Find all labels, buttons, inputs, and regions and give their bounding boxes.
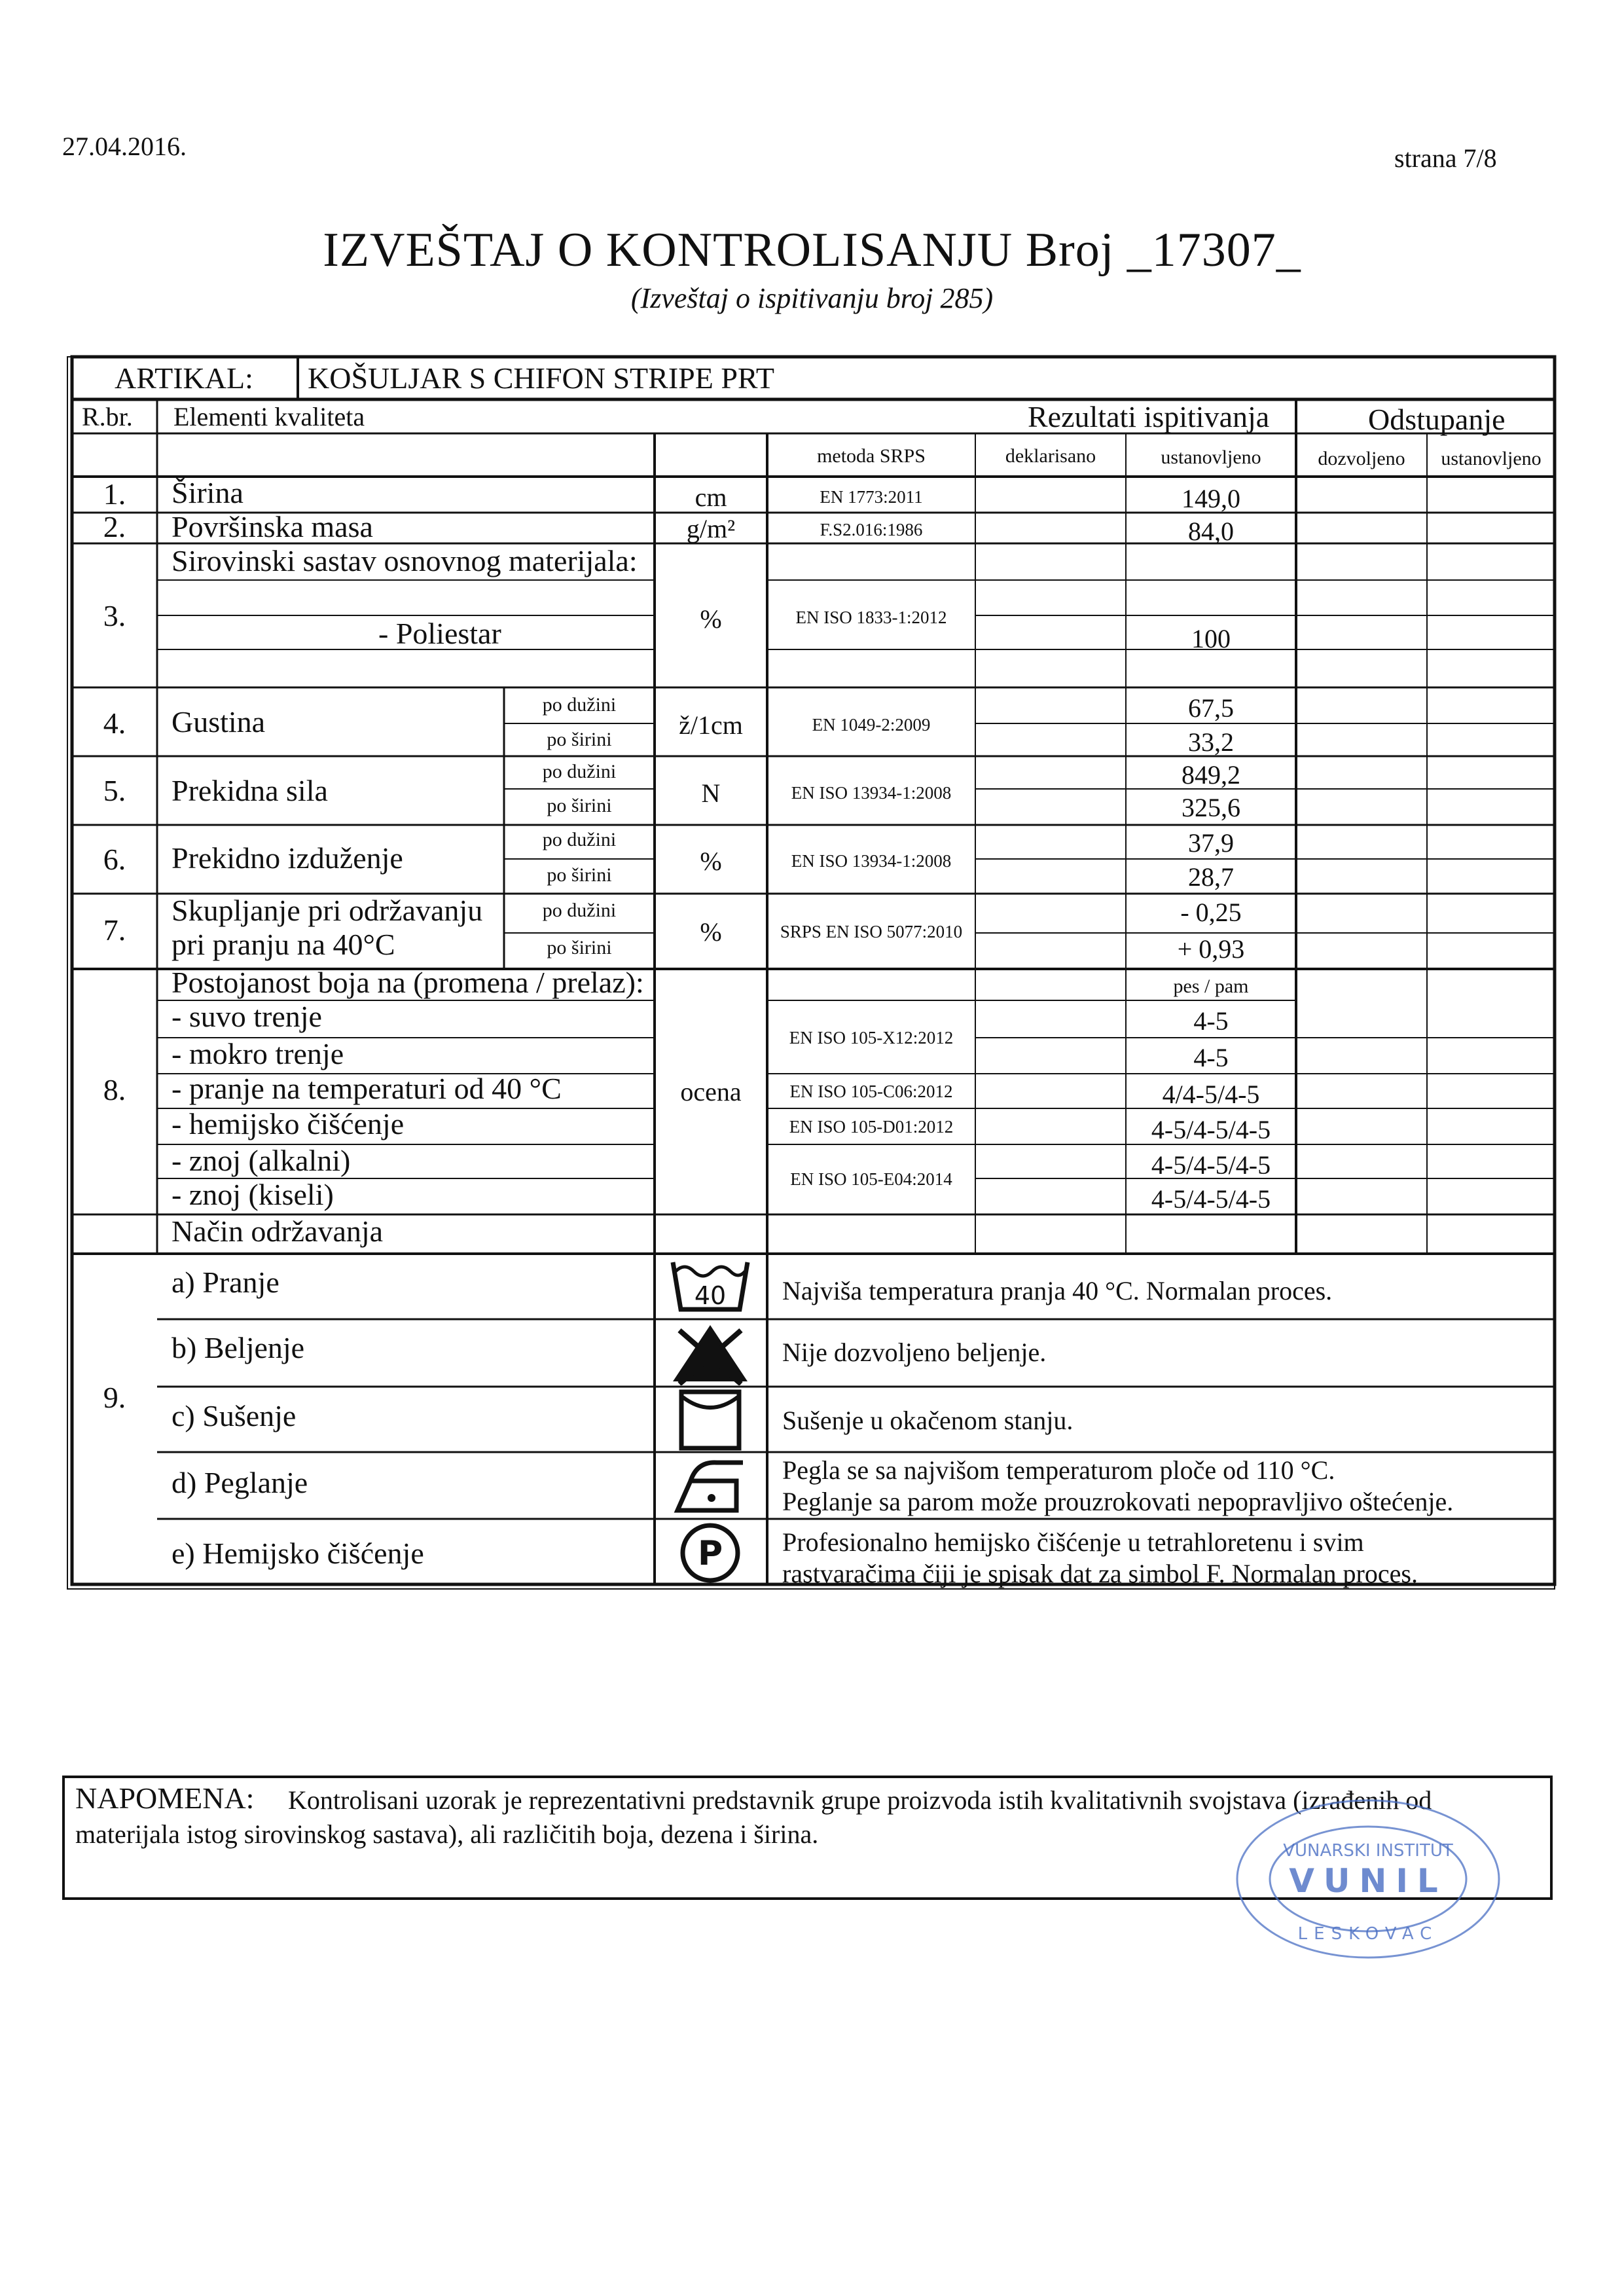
row8-item-name: - pranje na temperaturi od 40 °C — [171, 1072, 562, 1105]
col-rbr: R.br. — [82, 402, 133, 431]
row2-name: Površinska masa — [171, 510, 373, 543]
row8-item-value: 4-5 — [1193, 1043, 1229, 1072]
row8-item-name: - znoj (kiseli) — [171, 1178, 334, 1211]
row5-name: Prekidna sila — [171, 774, 328, 807]
row7-dir1: po dužini — [542, 900, 617, 921]
col-established-2: ustanovljeno — [1441, 448, 1542, 469]
col-deviation: Odstupanje — [1368, 403, 1506, 436]
row5-dir1: po dužini — [542, 761, 617, 782]
line-dry-icon — [677, 1388, 743, 1452]
row9-name: Način održavanja — [171, 1214, 384, 1248]
row4-value2: 33,2 — [1188, 727, 1234, 757]
row8-method-wash: EN ISO 105-C06:2012 — [789, 1082, 953, 1101]
care-item-name: b) Beljenje — [171, 1331, 305, 1364]
row2-no: 2. — [103, 510, 126, 543]
row5-value1: 849,2 — [1182, 760, 1240, 790]
row7-no: 7. — [103, 913, 126, 947]
row7-unit: % — [700, 917, 722, 947]
care-item-desc: Pegla se sa najvišom temperaturom ploče od 110 °C. — [782, 1455, 1335, 1485]
row1-no: 1. — [103, 477, 126, 511]
no-bleach-icon — [668, 1321, 753, 1385]
row8-item-name: - suvo trenje — [171, 1000, 322, 1033]
row5-dir2: po širini — [547, 795, 612, 816]
report-title: IZVEŠTAJ O KONTROLISANJU Broj _17307_ — [323, 223, 1301, 277]
care-item-desc: Sušenje u okačenom stanju. — [782, 1406, 1074, 1435]
row6-value1: 37,9 — [1188, 828, 1234, 858]
article-label: ARTIKAL: — [115, 361, 253, 395]
row3-method: EN ISO 1833-1:2012 — [795, 608, 947, 627]
row8-no: 8. — [103, 1073, 126, 1106]
row4-value1: 67,5 — [1188, 693, 1234, 723]
stamp-bottom-text: LESKOVAC — [1297, 1924, 1439, 1944]
wash-40-icon — [661, 1256, 759, 1318]
row4-no: 4. — [103, 706, 126, 740]
row6-method: EN ISO 13934-1:2008 — [791, 851, 952, 871]
dry-clean-letter: P — [697, 1534, 723, 1573]
row4-dir1: po dužini — [542, 694, 617, 716]
col-results: Rezultati ispitivanja — [1028, 400, 1270, 433]
row6-dir2: po širini — [547, 864, 612, 886]
institute-stamp — [1231, 1794, 1506, 1964]
row8-item-value: 4/4-5/4-5 — [1162, 1080, 1260, 1109]
row8-unit: ocena — [680, 1077, 742, 1106]
row6-name: Prekidno izduženje — [171, 841, 403, 875]
row8-name: Postojanost boja na (promena / prelaz): — [171, 966, 644, 999]
row7-name1: Skupljanje pri održavanju — [171, 894, 483, 927]
row8-method-dryclean: EN ISO 105-D01:2012 — [789, 1117, 954, 1137]
col-allowed: dozvoljeno — [1318, 448, 1405, 469]
wash-temp-text: 40 — [694, 1281, 727, 1310]
page-number: strana 7/8 — [1394, 143, 1497, 173]
row6-no: 6. — [103, 843, 126, 876]
row3-sub: - Poliestar — [378, 617, 501, 650]
row8-item-name: - znoj (alkalni) — [171, 1144, 351, 1177]
row1-value: 149,0 — [1182, 484, 1240, 513]
row8-header-value: pes / pam — [1173, 975, 1249, 997]
row4-dir2: po širini — [547, 729, 612, 750]
stamp-logo-text: VUNIL — [1289, 1862, 1447, 1900]
col-elements: Elementi kvaliteta — [173, 402, 365, 431]
note-line-1: Kontrolisani uzorak je reprezentativni predstavnik grupe proizvoda istih kvalitativnih svojstava (izrađenih od — [288, 1785, 1432, 1815]
report-date: 27.04.2016. — [62, 132, 187, 161]
care-item-desc: Profesionalno hemijsko čišćenje u tetrahloretenu i svim — [782, 1527, 1364, 1557]
report-subtitle: (Izveštaj o ispitivanju broj 285) — [630, 282, 994, 314]
care-item-name: a) Pranje — [171, 1266, 280, 1299]
col-method: metoda SRPS — [817, 445, 926, 467]
care-item-desc-2: rastvaračima čiji je spisak dat za simbol F. Normalan proces. — [782, 1559, 1418, 1588]
row8-item-value: 4-5/4-5/4-5 — [1151, 1184, 1271, 1214]
row2-value: 84,0 — [1188, 517, 1234, 546]
row7-value2: + 0,93 — [1177, 934, 1245, 964]
row4-unit: ž/1cm — [679, 710, 743, 740]
row3-name: Sirovinski sastav osnovnog materijala: — [171, 544, 638, 577]
row8-item-value: 4-5/4-5/4-5 — [1151, 1150, 1271, 1180]
row8-item-value: 4-5 — [1193, 1006, 1229, 1036]
care-item-name: e) Hemijsko čišćenje — [171, 1537, 424, 1570]
row1-name: Širina — [171, 476, 244, 509]
row1-unit: cm — [695, 483, 727, 512]
row3-no: 3. — [103, 599, 126, 632]
care-item-name: c) Sušenje — [171, 1399, 297, 1432]
row8-item-name: - mokro trenje — [171, 1037, 344, 1070]
row6-dir1: po dužini — [542, 829, 617, 850]
row8-item-value: 4-5/4-5/4-5 — [1151, 1115, 1271, 1144]
row8-method-sweat: EN ISO 105-E04:2014 — [790, 1169, 952, 1189]
col-established: ustanovljeno — [1161, 446, 1261, 468]
row2-method: F.S2.016:1986 — [820, 520, 923, 539]
row6-unit: % — [700, 847, 722, 876]
care-item-desc: Nije dozvoljeno beljenje. — [782, 1338, 1047, 1367]
care-item-name: d) Peglanje — [171, 1466, 308, 1499]
row7-name2: pri pranju na 40°C — [171, 928, 395, 961]
iron-one-dot-icon — [671, 1455, 749, 1517]
article-name: KOŠULJAR S CHIFON STRIPE PRT — [308, 361, 774, 395]
row5-unit: N — [701, 778, 721, 808]
row7-value1: - 0,25 — [1180, 898, 1242, 927]
row7-method: SRPS EN ISO 5077:2010 — [780, 922, 963, 941]
row8-method-rub: EN ISO 105-X12:2012 — [789, 1028, 954, 1048]
row6-value2: 28,7 — [1188, 862, 1234, 892]
row9-no: 9. — [103, 1381, 126, 1414]
dry-clean-p-icon — [674, 1522, 746, 1584]
row8-item-name: - hemijsko čišćenje — [171, 1107, 405, 1140]
row5-no: 5. — [103, 774, 126, 807]
row5-method: EN ISO 13934-1:2008 — [791, 783, 952, 803]
row7-dir2: po širini — [547, 937, 612, 958]
row2-unit: g/m² — [686, 514, 736, 543]
row3-value: 100 — [1191, 624, 1231, 653]
row4-method: EN 1049-2:2009 — [812, 715, 931, 735]
col-declared: deklarisano — [1005, 445, 1096, 467]
row4-name: Gustina — [171, 705, 266, 738]
row1-method: EN 1773:2011 — [820, 487, 923, 507]
note-label: NAPOMENA: — [75, 1781, 255, 1815]
row5-value2: 325,6 — [1182, 793, 1240, 822]
row3-unit: % — [700, 604, 722, 634]
care-item-desc-2: Peglanje sa parom može prouzrokovati nepopravljivo oštećenje. — [782, 1487, 1454, 1516]
stamp-middle-text: VUNARSKI INSTITUT — [1283, 1841, 1453, 1861]
care-item-desc: Najviša temperatura pranja 40 °C. Normalan proces. — [782, 1276, 1333, 1305]
note-line-2: materijala istog sirovinskog sastava), ali različitih boja, dezena i širina. — [75, 1819, 819, 1849]
